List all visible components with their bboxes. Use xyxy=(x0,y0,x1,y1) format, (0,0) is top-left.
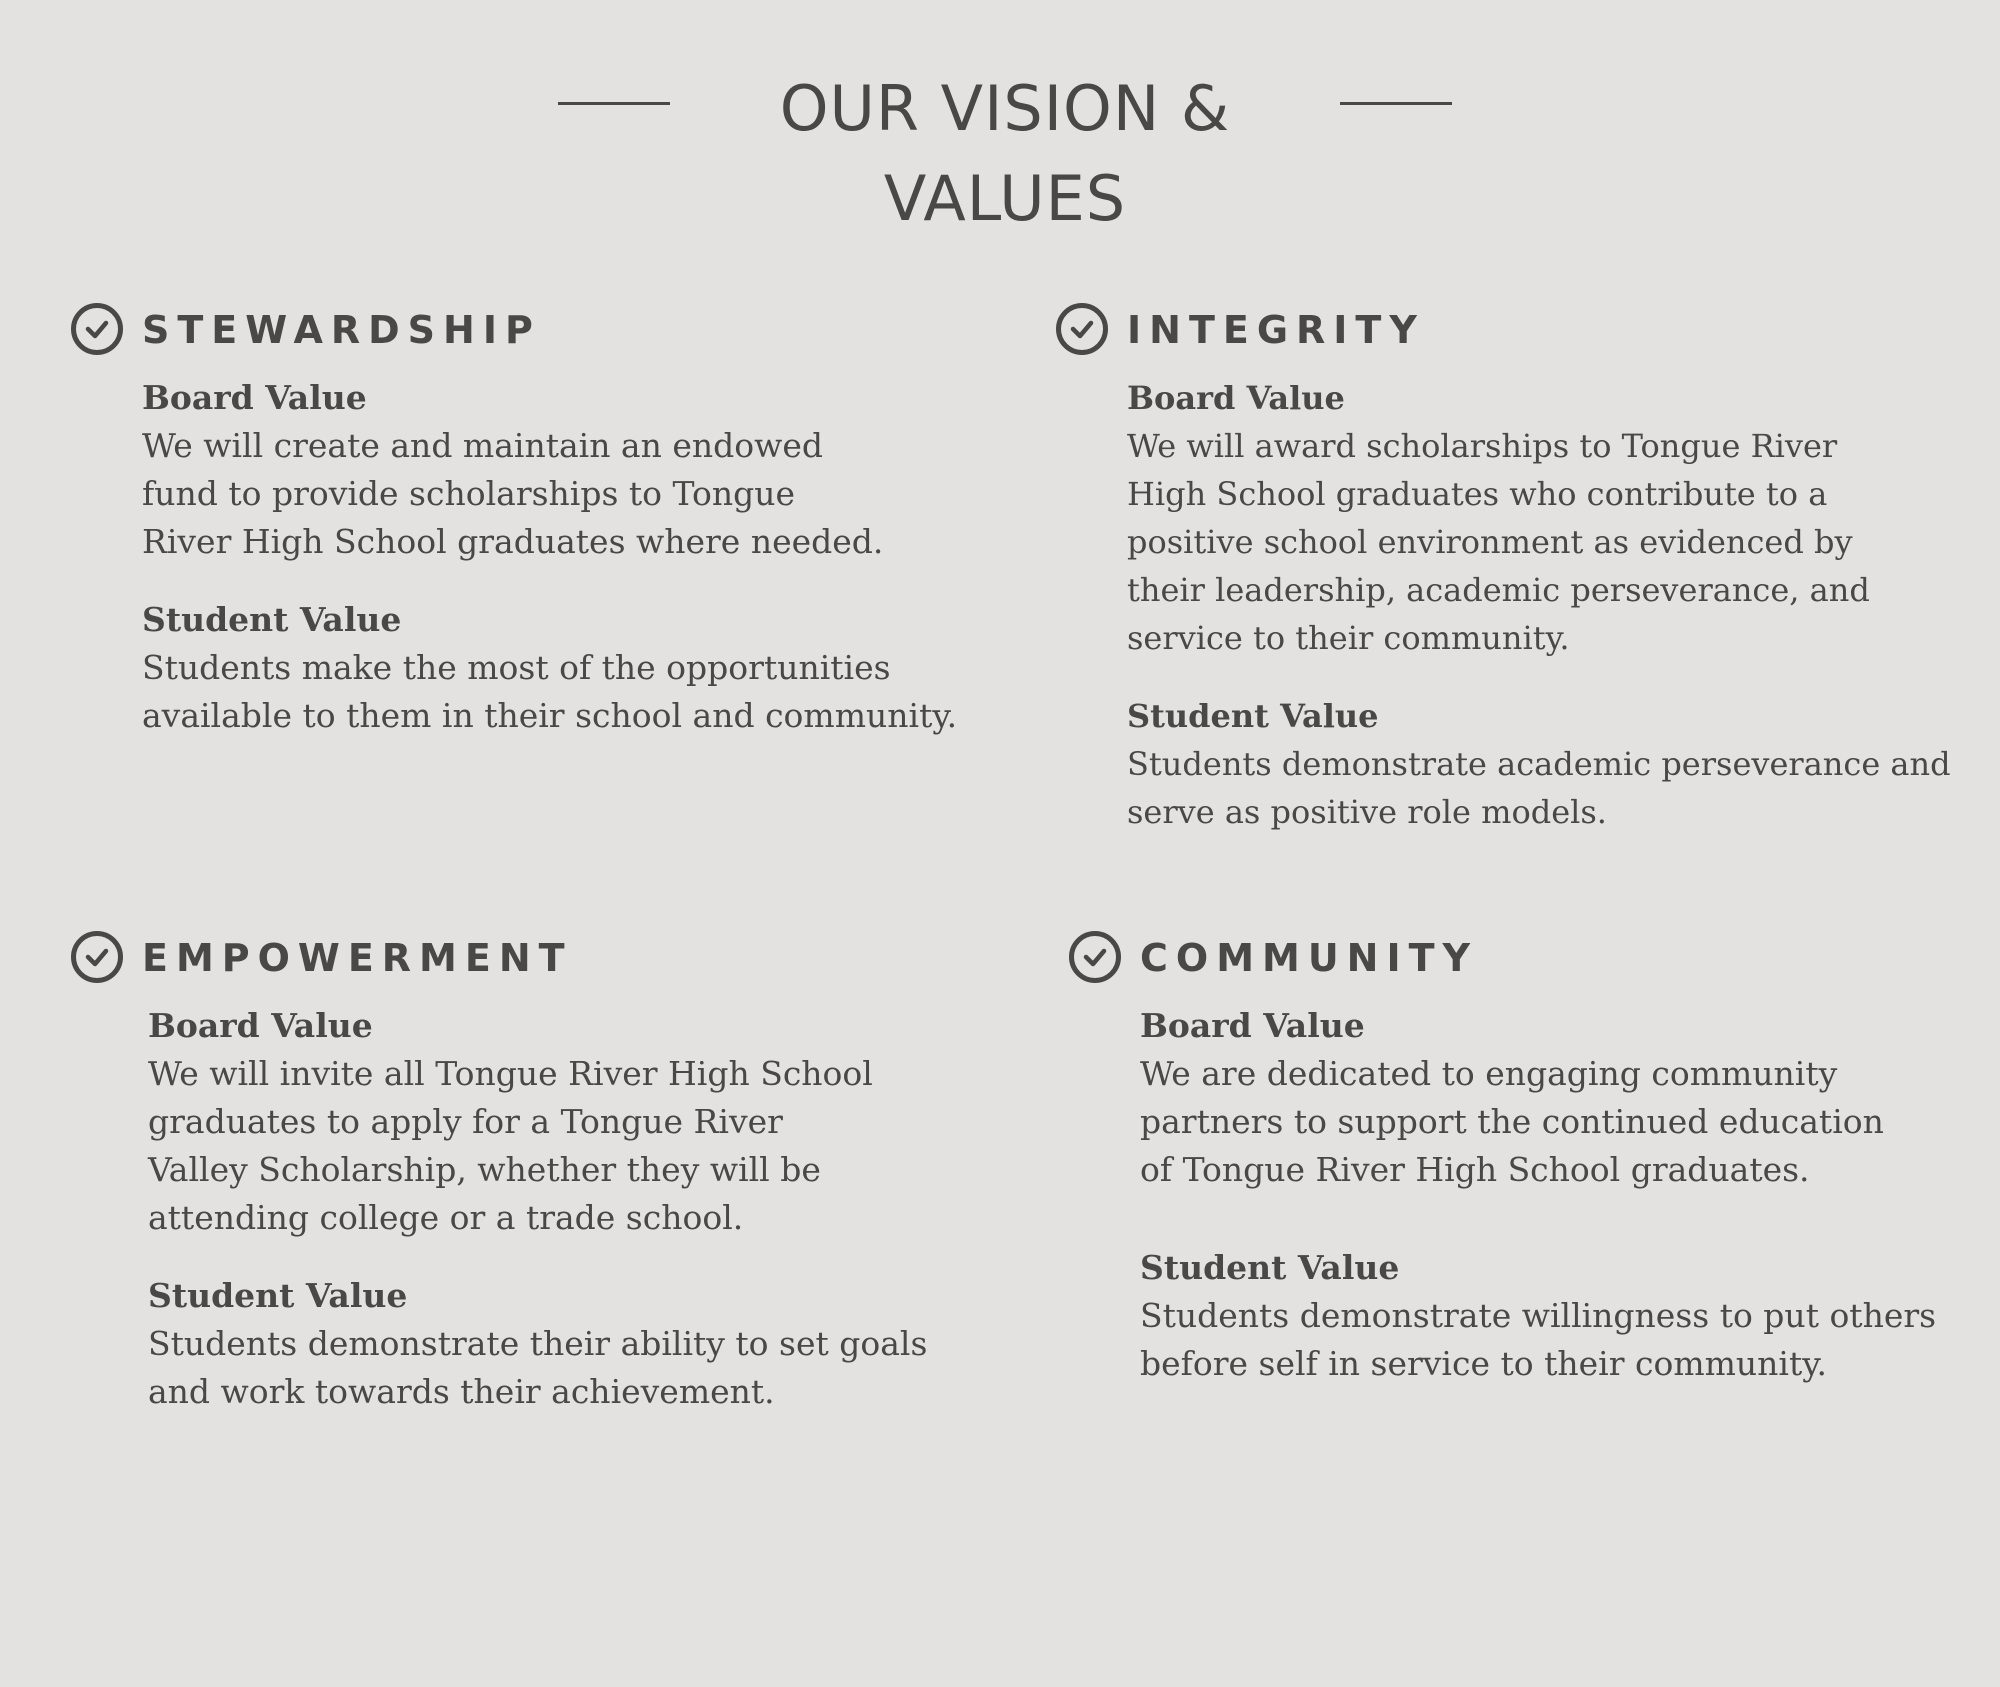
board-value-text: We are dedicated to engaging community partners to support the continued education of Tongue River High School graduates. xyxy=(1140,1054,1884,1189)
section-heading: STEWARDSHIP xyxy=(142,308,541,352)
board-value-label: Board Value xyxy=(148,1006,373,1045)
student-value-text: Students demonstrate their ability to set goals and work towards their achievement. xyxy=(148,1324,928,1411)
student-value-text: Students make the most of the opportunities available to them in their school and community. xyxy=(142,648,958,735)
check-circle-icon xyxy=(70,302,124,356)
section-body xyxy=(1127,374,1975,836)
check-circle-icon xyxy=(70,930,124,984)
board-value-label: Board Value xyxy=(1140,1006,1365,1045)
board-value-text: We will award scholarships to Tongue River High School graduates who contribute to a positive school environment as evidenced by their leadership, academic perseverance, and service to their community. xyxy=(1127,427,1870,657)
section-integrity xyxy=(1055,302,1975,836)
section-community xyxy=(1068,930,1978,1388)
section-header xyxy=(1068,930,1978,988)
board-value-label: Board Value xyxy=(142,378,367,417)
section-heading: EMPOWERMENT xyxy=(142,936,573,980)
title-rule-right xyxy=(1340,102,1452,105)
student-value-label: Student Value xyxy=(1140,1248,1400,1287)
section-empowerment xyxy=(70,930,990,1416)
student-value-label: Student Value xyxy=(1127,697,1379,735)
student-value-label: Student Value xyxy=(142,600,402,639)
section-body xyxy=(1140,1002,1978,1388)
board-value-text: We will create and maintain an endowed fund to provide scholarships to Tongue River High School graduates where needed. xyxy=(142,426,884,561)
student-value-label: Student Value xyxy=(148,1276,408,1315)
section-heading: COMMUNITY xyxy=(1140,936,1479,980)
student-value-text: Students demonstrate academic perseverance and serve as positive role models. xyxy=(1127,745,1951,831)
student-value-text: Students demonstrate willingness to put others before self in service to their community. xyxy=(1140,1296,1937,1383)
check-circle-icon xyxy=(1068,930,1122,984)
board-value-label: Board Value xyxy=(1127,379,1345,417)
section-body xyxy=(142,374,970,740)
title-rule-left xyxy=(558,102,670,105)
check-circle-icon xyxy=(1055,302,1109,356)
board-value-text: We will invite all Tongue River High School graduates to apply for a Tongue River Valley Scholarship, whether they will be attending college or a trade school. xyxy=(148,1054,873,1237)
section-heading: INTEGRITY xyxy=(1127,308,1425,352)
page-header xyxy=(0,64,2000,235)
section-header xyxy=(1055,302,1975,360)
section-header xyxy=(70,302,970,360)
section-stewardship xyxy=(70,302,970,740)
section-header xyxy=(70,930,990,988)
section-body xyxy=(148,1002,990,1416)
page-title: OUR VISION & VALUES xyxy=(779,72,1231,235)
